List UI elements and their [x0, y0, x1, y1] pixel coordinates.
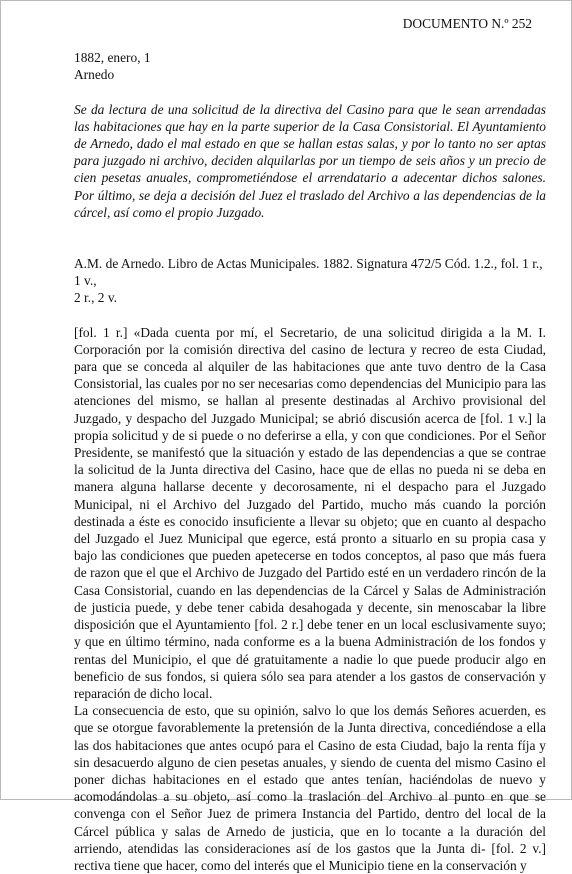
document-place: Arnedo: [74, 67, 115, 83]
document-title: DOCUMENTO N.º 252: [402, 16, 532, 31]
document-content: [74, 15, 546, 874]
archival-source-reference: A.M. de Arnedo. Libro de Actas Municipales. 1882. Signatura 472/5 Cód. 1.2., fol. 1 r., 1 v., 2 r., 2 v.: [74, 256, 543, 306]
transcription-body: [74, 324, 546, 874]
transcription-paragraph: [fol. 1 r.] «Dada cuenta por mí, el Secretario, de una solicitud dirigida a la M. I. Corporación por la comisión directiva del casino de lectura y recreo de esta Ciudad, para que se conceda al alquiler de las habitaciones que ante tuvo dentro de la Casa Consistorial, las cuales por no ser necesarias como dependencias del Municipio para las atenciones del mismo, se hallan al presente destinadas al Archivo provisional del Juzgado, y despacho del Juzgado Municipal; se abrió discusión acerca de [fol. 1 v.] la propia solicitud y de si puede o no deferirse a ella, y con que condiciones. Por el Señor Presidente, se manifestó que la situación y estado de las dependencias a que se contrae la solicitud de la Junta directiva del Casino, hace que de ellas no pueda ni se deba en manera alguna hallarse decente y decorosamente, ni el despacho para el Juzgado Municipal, ni el Archivo del Juzgado del Partido, mucho más cuando la porción destinada a éste es conocido insuficiente a llevar su objeto; que en cuanto al despacho del Juzgado el Juez Municipal que egerce, está pronto a situarlo en su propia casa y bajo las condiciones que pueden apetecerse en todos conceptos, al paso que más fuera de razon que el que el Archivo de Juzgado del Partido esté en un verdadero rincón de la Casa Consistorial, cuando en las dependencias de la Cárcel y Salas de Administración de justicia puede, y debe tener cabida desahogada y decente, sin menoscabar la libre disposición que el Ayuntamiento [fol. 2 r.] debe tener en un local esclusivamente suyo; y que en último término, nada conforme es a la buena Administración de los fondos y rentas del Municipio, el que dé gratuitamente a nadie lo que puede producir algo en beneficio de sus fondos, si quiera sólo sea para atender a los gastos de conservación y reparación de dicho local.: [74, 324, 546, 701]
transcription-paragraph: La consecuencia de esto, que su opinión, salvo lo que los demás Señores acuerden, es que se otorgue favorablemente la pretensión de la Junta directiva, concediéndose a ella las dos habitaciones que antes ocupó para el Casino de esta Ciudad, bajo la renta fíja y sin desacuerdo alguno de cien pesetas anuales, y siendo de cuenta del mismo Casino el poner dichas habitaciones en el estado que antes tenían, haciéndolas de nuevo y acomodándolas a su objeto, así como la traslación del Archivo al punto en que se convenga con el Señor Juez de primera Instancia del Partido, dentro del local de la Cárcel pública y salas de Arnedo de justicia, que en lo tocante a la duración del arriendo, atendidas las consideraciones así de los gastos que la Junta di- [fol. 2 v.] rectiva tiene que hacer, como del interés que el Municipio tiene en la conservación y: [74, 703, 546, 873]
document-summary: Se da lectura de una solicitud de la directiva del Casino para que le sean arrendadas las habitaciones que hay en la parte superior de la Casa Consistorial. El Ayuntamiento de Arnedo, dado el mal estado en que se hallan estas salas, y por lo tanto no ser aptas para juzgado ni archivo, deciden alquilarlas por un tiempo de seis años y un precio de cien pesetas anuales, comprometiéndose el arrendatario a adecentar dichos salones. Por último, se deja a decisión del Juez el traslado del Archivo a las dependencias de la cárcel, así como el propio Juzgado.: [74, 101, 546, 220]
document-date: 1882, enero, 1: [74, 50, 151, 66]
